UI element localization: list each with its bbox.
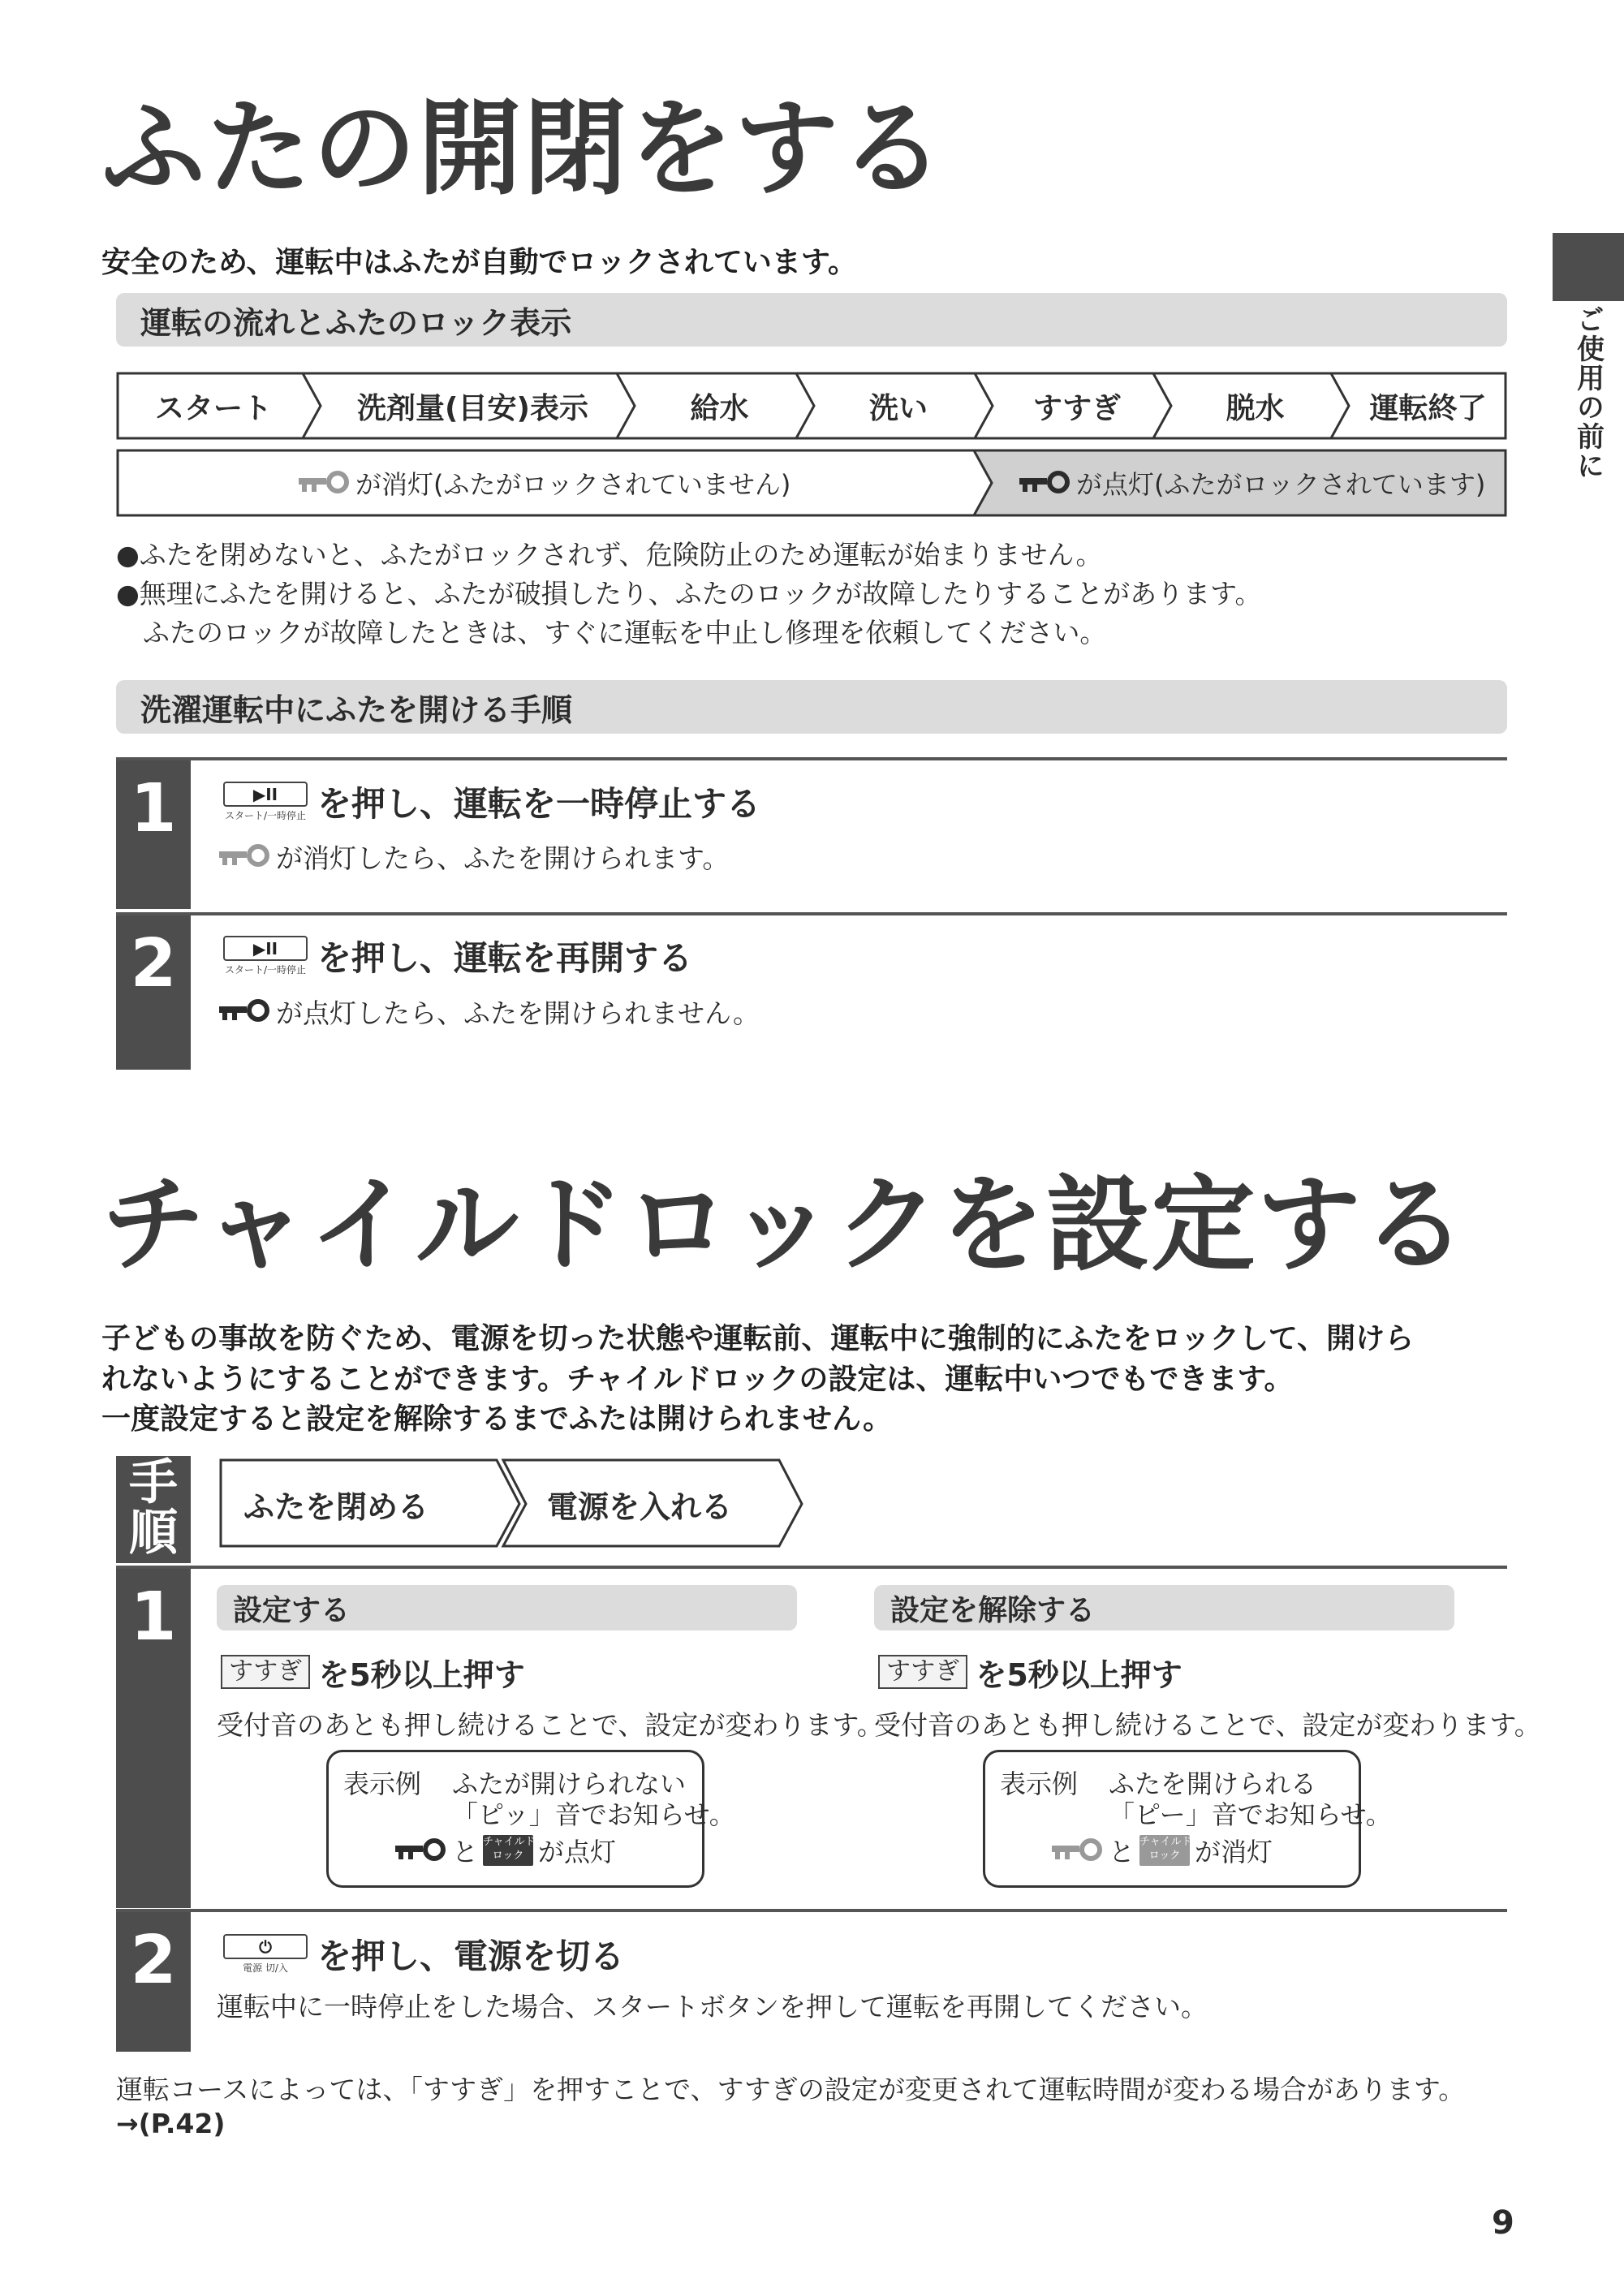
section2-lead-2: れないようにすることができます。チャイルドロックの設定は、運転中いつでもできます。 (101, 1363, 1294, 1396)
cl-step2-sub: 運転中に一時停止をした場合、スタートボタンを押して運転を再開してください。 (217, 1991, 1208, 2022)
side-tab-label: ご使用の前に (1571, 305, 1605, 480)
step2-rule (116, 912, 1507, 915)
tejun-label: 手順 (116, 1456, 191, 1563)
child-lock-lit-icon: チャイルド ロック (483, 1835, 533, 1866)
note-line-3: ふたのロックが故障したときは、すぐに運転を中止し修理を依頼してください。 (116, 617, 1107, 648)
step1-rule (116, 757, 1507, 760)
step2-sub-row (219, 992, 760, 1031)
key-on-icon (219, 999, 271, 1023)
unset-example-and: と (1109, 1837, 1135, 1867)
child-lock-off-icon: チャイルド ロック (1139, 1835, 1190, 1866)
unset-example-result (1052, 1830, 1273, 1871)
lock-off-text: が消灯(ふたがロックされていません) (355, 469, 791, 500)
unset-desc: 受付音のあとも押し続けることで、設定が変わります。 (874, 1709, 1541, 1741)
unset-action-row (878, 1652, 1182, 1692)
page-reference-link[interactable]: →(P.42) (116, 2108, 226, 2139)
step2-title: を押し、運転を再開する (317, 938, 693, 978)
step1-sub-row (219, 837, 729, 876)
section1-lead: 安全のため、運転中はふたが自動でロックされています。 (101, 246, 857, 279)
lock-on-label (1019, 449, 1485, 517)
pre-steps (219, 1458, 803, 1549)
set-action: を5秒以上押す (318, 1656, 525, 1693)
step2-title-row (223, 932, 692, 980)
set-desc: 受付音のあとも押し続けることで、設定が変わります。 (217, 1709, 884, 1741)
set-example-line1: ふたが開けられない (452, 1768, 687, 1799)
cl-step1-number: 1 (116, 1569, 191, 1908)
rinse-button-icon: すすぎ (221, 1655, 310, 1689)
set-example-label: 表示例 (343, 1768, 422, 1799)
lock-off-label (299, 449, 790, 517)
band-set: 設定する (217, 1585, 797, 1630)
cl-step2-title: を押し、電源を切る (317, 1936, 625, 1976)
unset-example-status: が消灯 (1195, 1837, 1273, 1867)
set-example-line2: 「ピッ」音でお知らせ。 (452, 1799, 735, 1830)
set-example-status: が点灯 (538, 1837, 617, 1867)
pre-step-close-lid: ふたを閉める (243, 1488, 429, 1525)
note-line-1: ●ふたを閉めないと、ふたがロックされず、危険防止のため運転が始まりません。 (116, 539, 1103, 571)
section2-lead-1: 子どもの事故を防ぐため、電源を切った状態や運転前、運転中に強制的にふたをロックして、開けら (101, 1322, 1415, 1355)
lock-status-row (116, 449, 1507, 517)
set-example-and: と (452, 1837, 479, 1867)
flow-step-start: スタート (154, 391, 272, 425)
section1-title: ふたの開閉をする (101, 88, 946, 209)
unset-example-line2: 「ピー」音でお知らせ。 (1109, 1799, 1392, 1830)
section2-lead-3: 一度設定すると設定を解除するまでふたは開けられません。 (101, 1402, 893, 1436)
cl-step2-rule (116, 1909, 1507, 1912)
key-off-icon (1052, 1838, 1104, 1863)
pre-step-power-on: 電源を入れる (547, 1488, 733, 1525)
flow-step-end: 運転終了 (1369, 391, 1487, 425)
start-pause-button-icon: ▶II スタート/一時停止 (223, 936, 308, 976)
footnote-text: 運転コースによっては、「すすぎ」を押すことで、すすぎの設定が変更されて運転時間が変わる場合があります。 (116, 2074, 1466, 2105)
cl-step1-rule (116, 1566, 1507, 1569)
cl-step2-number: 2 (116, 1912, 191, 2052)
band-flow: 運転の流れとふたのロック表示 (116, 293, 1507, 347)
start-pause-button-icon: ▶II スタート/一時停止 (223, 782, 308, 822)
lock-on-text: が点灯(ふたがロックされています) (1076, 469, 1486, 500)
flow-step-spin: 脱水 (1226, 391, 1285, 425)
set-action-row (221, 1652, 525, 1692)
key-off-icon (299, 471, 351, 495)
side-tab-marker (1553, 233, 1624, 301)
set-example-result (395, 1830, 616, 1871)
step1-sub: が消灯したら、ふたを開けられます。 (276, 842, 730, 874)
unset-example-box (983, 1750, 1392, 1888)
key-on-icon (1019, 471, 1071, 495)
step1-title-row (223, 778, 760, 826)
flow-step-water: 給水 (690, 391, 749, 425)
step1-number: 1 (116, 760, 191, 909)
step2-sub: が点灯したら、ふたを開けられません。 (276, 997, 760, 1029)
flow-diagram (116, 372, 1507, 440)
flow-step-detergent: 洗剤量(目安)表示 (357, 391, 588, 425)
note-line-2: ●無理にふたを開けると、ふたが破損したり、ふたのロックが故障したりすることがあります。 (116, 578, 1262, 610)
band-procedure: 洗濯運転中にふたを開ける手順 (116, 680, 1507, 734)
flow-step-wash: 洗い (868, 391, 928, 425)
step2-number: 2 (116, 915, 191, 1070)
unset-action: を5秒以上押す (976, 1656, 1182, 1693)
power-button-icon: ⏻ 電源 切/入 (223, 1934, 308, 1975)
unset-example-label: 表示例 (1000, 1768, 1079, 1799)
cl-step2-title-row (223, 1930, 624, 1979)
set-example-box (326, 1750, 735, 1888)
band-unset: 設定を解除する (874, 1585, 1454, 1630)
key-on-icon (395, 1838, 447, 1863)
step1-title: を押し、運転を一時停止する (317, 784, 761, 824)
key-off-icon (219, 844, 271, 868)
rinse-button-icon: すすぎ (878, 1655, 967, 1689)
flow-step-rinse: すすぎ (1032, 391, 1122, 425)
page-number: 9 (1492, 2204, 1514, 2242)
section2-title: チャイルドロックを設定する (101, 1165, 1468, 1286)
unset-example-line1: ふたを開けられる (1109, 1768, 1317, 1799)
